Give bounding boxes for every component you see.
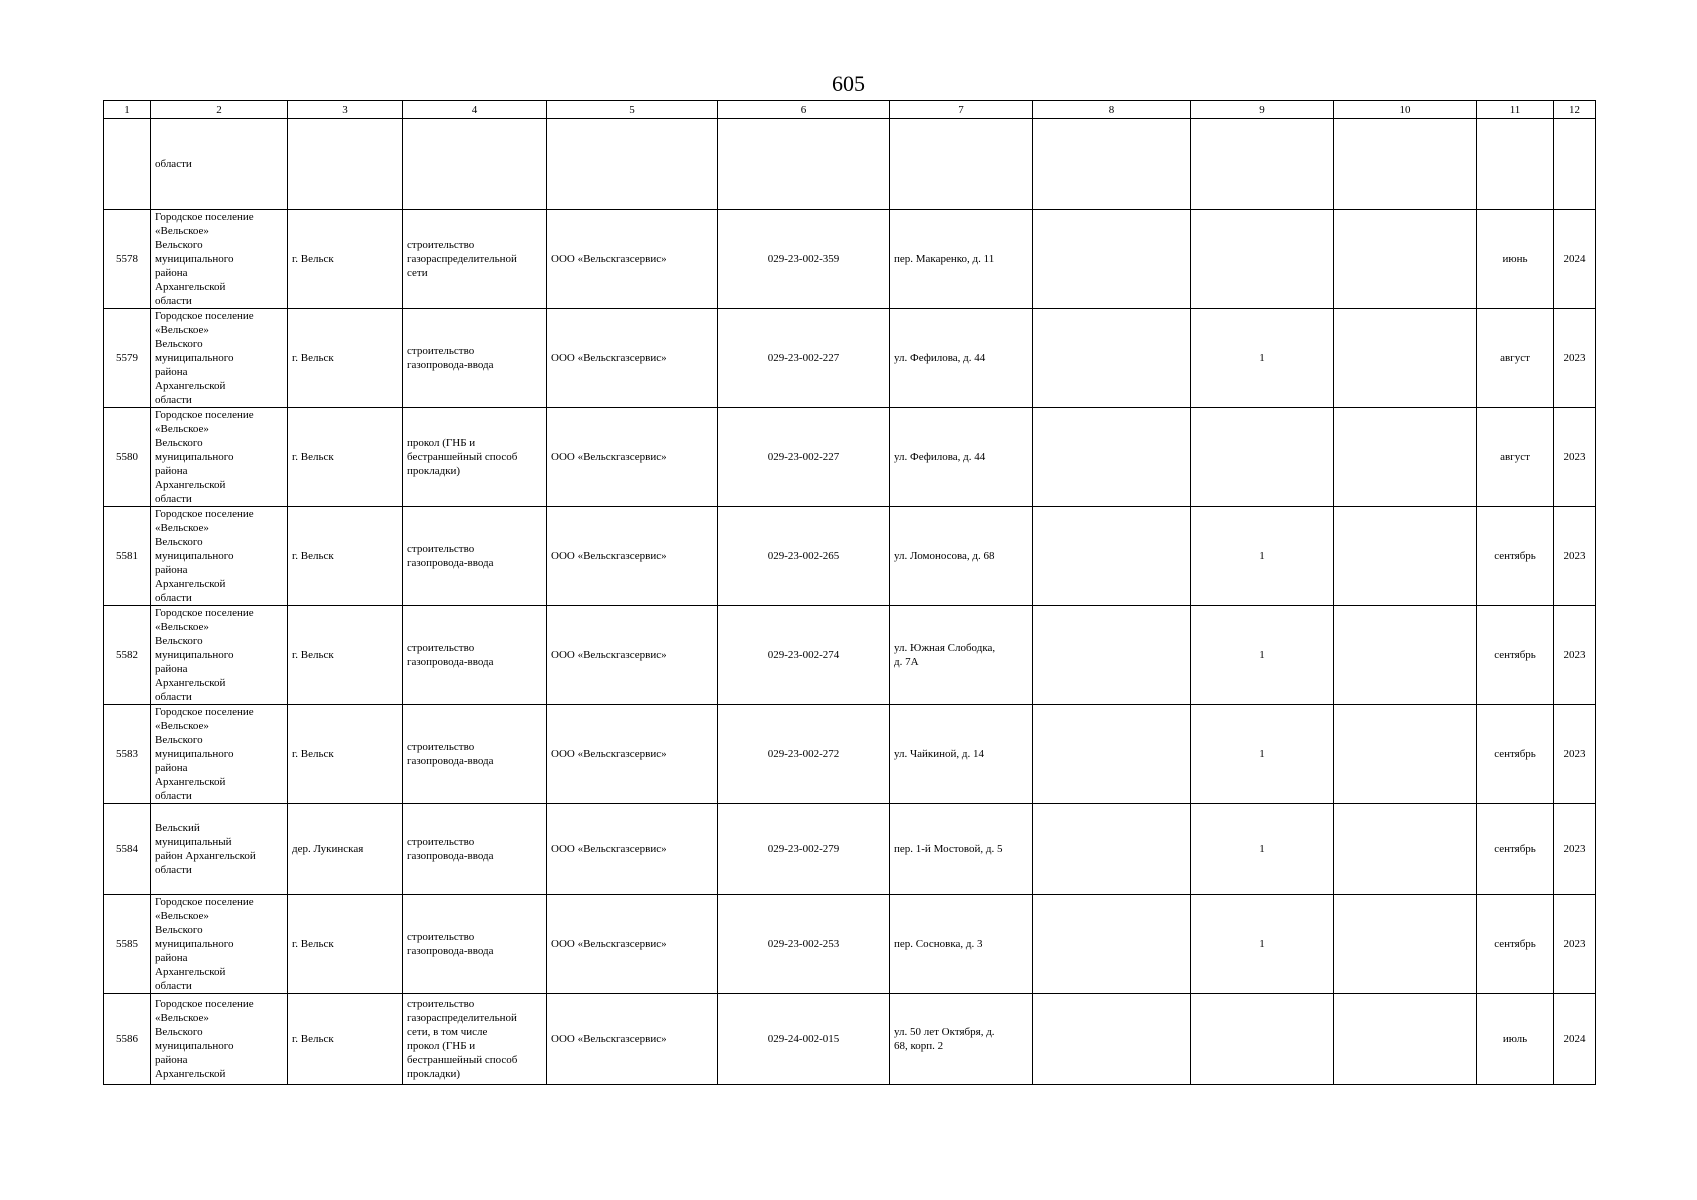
work-type-cell: прокол (ГНБ и бестраншейный способ прокладки) bbox=[403, 408, 547, 507]
table-row bbox=[104, 606, 1596, 705]
locality-cell: г. Вельск bbox=[288, 606, 403, 705]
month-cell: сентябрь bbox=[1477, 606, 1554, 705]
continuation-row bbox=[104, 119, 1596, 210]
address-cell: ул. Фефилова, д. 44 bbox=[890, 408, 1033, 507]
organization-cell: ООО «Вельскгазсервис» bbox=[547, 705, 718, 804]
table-cell bbox=[1334, 507, 1477, 606]
table-cell bbox=[1334, 309, 1477, 408]
year-cell: 2023 bbox=[1554, 408, 1596, 507]
row-number-cell: 5579 bbox=[104, 309, 151, 408]
work-type-cell: строительство газопровода-ввода bbox=[403, 804, 547, 895]
table-row bbox=[104, 309, 1596, 408]
address-cell: ул. Ломоносова, д. 68 bbox=[890, 507, 1033, 606]
table-row bbox=[104, 804, 1596, 895]
table-cell bbox=[1033, 119, 1191, 210]
count-cell: 1 bbox=[1191, 507, 1334, 606]
table-row bbox=[104, 210, 1596, 309]
locality-cell: г. Вельск bbox=[288, 408, 403, 507]
row-number-cell: 5585 bbox=[104, 895, 151, 994]
address-cell: ул. Южная Слободка, д. 7А bbox=[890, 606, 1033, 705]
table-cell bbox=[1191, 119, 1334, 210]
table-cell bbox=[890, 119, 1033, 210]
organization-cell: ООО «Вельскгазсервис» bbox=[547, 994, 718, 1085]
code-cell: 029-23-002-279 bbox=[718, 804, 890, 895]
month-cell: сентябрь bbox=[1477, 804, 1554, 895]
address-cell: пер. 1-й Мостовой, д. 5 bbox=[890, 804, 1033, 895]
count-cell bbox=[1191, 994, 1334, 1085]
table-cell bbox=[1033, 895, 1191, 994]
code-cell: 029-23-002-272 bbox=[718, 705, 890, 804]
table-cell bbox=[1334, 994, 1477, 1085]
count-cell bbox=[1191, 210, 1334, 309]
work-type-cell: строительство газораспределительной сети, в том числе прокол (ГНБ и бестраншейный способ прокладки) bbox=[403, 994, 547, 1085]
work-type-cell: строительство газопровода-ввода bbox=[403, 705, 547, 804]
table-cell bbox=[547, 119, 718, 210]
year-cell: 2024 bbox=[1554, 210, 1596, 309]
organization-cell: ООО «Вельскгазсервис» bbox=[547, 408, 718, 507]
address-cell: ул. 50 лет Октября, д. 68, корп. 2 bbox=[890, 994, 1033, 1085]
work-type-cell: строительство газопровода-ввода bbox=[403, 507, 547, 606]
municipality-cell: Городское поселение «Вельское» Вельского муниципального района Архангельской bbox=[151, 994, 288, 1085]
page-number: 605 bbox=[832, 71, 865, 96]
count-cell: 1 bbox=[1191, 309, 1334, 408]
year-cell: 2023 bbox=[1554, 606, 1596, 705]
code-cell: 029-23-002-359 bbox=[718, 210, 890, 309]
table-cell bbox=[1033, 507, 1191, 606]
address-cell: пер. Сосновка, д. 3 bbox=[890, 895, 1033, 994]
table-row bbox=[104, 507, 1596, 606]
table-cell bbox=[1477, 119, 1554, 210]
column-header: 12 bbox=[1554, 101, 1596, 119]
locality-cell: г. Вельск bbox=[288, 309, 403, 408]
table-row bbox=[104, 408, 1596, 507]
table-cell bbox=[718, 119, 890, 210]
table-cell bbox=[1033, 994, 1191, 1085]
column-header: 11 bbox=[1477, 101, 1554, 119]
count-cell bbox=[1191, 408, 1334, 507]
code-cell: 029-23-002-227 bbox=[718, 408, 890, 507]
municipality-cell: Городское поселение «Вельское» Вельского муниципального района Архангельской области bbox=[151, 895, 288, 994]
table-cell bbox=[1033, 210, 1191, 309]
code-cell: 029-23-002-227 bbox=[718, 309, 890, 408]
row-number-cell: 5586 bbox=[104, 994, 151, 1085]
column-header: 3 bbox=[288, 101, 403, 119]
municipality-cell: Городское поселение «Вельское» Вельского муниципального района Архангельской области bbox=[151, 210, 288, 309]
column-header: 2 bbox=[151, 101, 288, 119]
month-cell: июнь bbox=[1477, 210, 1554, 309]
municipality-cell: Городское поселение «Вельское» Вельского муниципального района Архангельской области bbox=[151, 408, 288, 507]
locality-cell: дер. Лукинская bbox=[288, 804, 403, 895]
table-cell: области bbox=[151, 119, 288, 210]
month-cell: август bbox=[1477, 309, 1554, 408]
organization-cell: ООО «Вельскгазсервис» bbox=[547, 804, 718, 895]
month-cell: сентябрь bbox=[1477, 895, 1554, 994]
table-cell bbox=[1334, 606, 1477, 705]
code-cell: 029-23-002-265 bbox=[718, 507, 890, 606]
organization-cell: ООО «Вельскгазсервис» bbox=[547, 210, 718, 309]
code-cell: 029-23-002-253 bbox=[718, 895, 890, 994]
column-header: 6 bbox=[718, 101, 890, 119]
year-cell: 2023 bbox=[1554, 309, 1596, 408]
month-cell: сентябрь bbox=[1477, 507, 1554, 606]
organization-cell: ООО «Вельскгазсервис» bbox=[547, 606, 718, 705]
month-cell: июль bbox=[1477, 994, 1554, 1085]
column-header: 5 bbox=[547, 101, 718, 119]
municipality-cell: Городское поселение «Вельское» Вельского муниципального района Архангельской области bbox=[151, 705, 288, 804]
municipality-cell: Вельский муниципальный район Архангельской области bbox=[151, 804, 288, 895]
table-cell bbox=[1334, 705, 1477, 804]
municipality-cell: Городское поселение «Вельское» Вельского муниципального района Архангельской области bbox=[151, 606, 288, 705]
municipality-cell: Городское поселение «Вельское» Вельского муниципального района Архангельской области bbox=[151, 507, 288, 606]
work-type-cell: строительство газопровода-ввода bbox=[403, 309, 547, 408]
locality-cell: г. Вельск bbox=[288, 705, 403, 804]
work-type-cell: строительство газопровода-ввода bbox=[403, 606, 547, 705]
table-cell bbox=[403, 119, 547, 210]
column-number-row bbox=[104, 101, 1596, 119]
month-cell: сентябрь bbox=[1477, 705, 1554, 804]
row-number-cell: 5583 bbox=[104, 705, 151, 804]
count-cell: 1 bbox=[1191, 895, 1334, 994]
table-cell bbox=[1033, 408, 1191, 507]
year-cell: 2023 bbox=[1554, 705, 1596, 804]
locality-cell: г. Вельск bbox=[288, 895, 403, 994]
table-row bbox=[104, 895, 1596, 994]
column-header: 7 bbox=[890, 101, 1033, 119]
code-cell: 029-24-002-015 bbox=[718, 994, 890, 1085]
table-cell bbox=[104, 119, 151, 210]
year-cell: 2023 bbox=[1554, 804, 1596, 895]
municipality-cell: Городское поселение «Вельское» Вельского муниципального района Архангельской области bbox=[151, 309, 288, 408]
table-cell bbox=[1334, 408, 1477, 507]
month-cell: август bbox=[1477, 408, 1554, 507]
count-cell: 1 bbox=[1191, 705, 1334, 804]
row-number-cell: 5584 bbox=[104, 804, 151, 895]
table-cell bbox=[288, 119, 403, 210]
organization-cell: ООО «Вельскгазсервис» bbox=[547, 309, 718, 408]
table-cell bbox=[1033, 804, 1191, 895]
code-cell: 029-23-002-274 bbox=[718, 606, 890, 705]
table-row bbox=[104, 705, 1596, 804]
year-cell: 2024 bbox=[1554, 994, 1596, 1085]
table-cell bbox=[1033, 309, 1191, 408]
column-header: 10 bbox=[1334, 101, 1477, 119]
count-cell: 1 bbox=[1191, 804, 1334, 895]
organization-cell: ООО «Вельскгазсервис» bbox=[547, 507, 718, 606]
register-table bbox=[103, 100, 1596, 1085]
column-header: 1 bbox=[104, 101, 151, 119]
table-cell bbox=[1334, 210, 1477, 309]
table-row bbox=[104, 994, 1596, 1085]
organization-cell: ООО «Вельскгазсервис» bbox=[547, 895, 718, 994]
column-header: 4 bbox=[403, 101, 547, 119]
table-cell bbox=[1033, 606, 1191, 705]
address-cell: ул. Фефилова, д. 44 bbox=[890, 309, 1033, 408]
column-header: 8 bbox=[1033, 101, 1191, 119]
work-type-cell: строительство газопровода-ввода bbox=[403, 895, 547, 994]
locality-cell: г. Вельск bbox=[288, 994, 403, 1085]
count-cell: 1 bbox=[1191, 606, 1334, 705]
row-number-cell: 5581 bbox=[104, 507, 151, 606]
year-cell: 2023 bbox=[1554, 895, 1596, 994]
locality-cell: г. Вельск bbox=[288, 210, 403, 309]
address-cell: пер. Макаренко, д. 11 bbox=[890, 210, 1033, 309]
work-type-cell: строительство газораспределительной сети bbox=[403, 210, 547, 309]
table-cell bbox=[1554, 119, 1596, 210]
row-number-cell: 5582 bbox=[104, 606, 151, 705]
row-number-cell: 5580 bbox=[104, 408, 151, 507]
table-cell bbox=[1334, 804, 1477, 895]
address-cell: ул. Чайкиной, д. 14 bbox=[890, 705, 1033, 804]
table-cell bbox=[1334, 895, 1477, 994]
table-cell bbox=[1033, 705, 1191, 804]
table-cell bbox=[1334, 119, 1477, 210]
column-header: 9 bbox=[1191, 101, 1334, 119]
row-number-cell: 5578 bbox=[104, 210, 151, 309]
year-cell: 2023 bbox=[1554, 507, 1596, 606]
locality-cell: г. Вельск bbox=[288, 507, 403, 606]
